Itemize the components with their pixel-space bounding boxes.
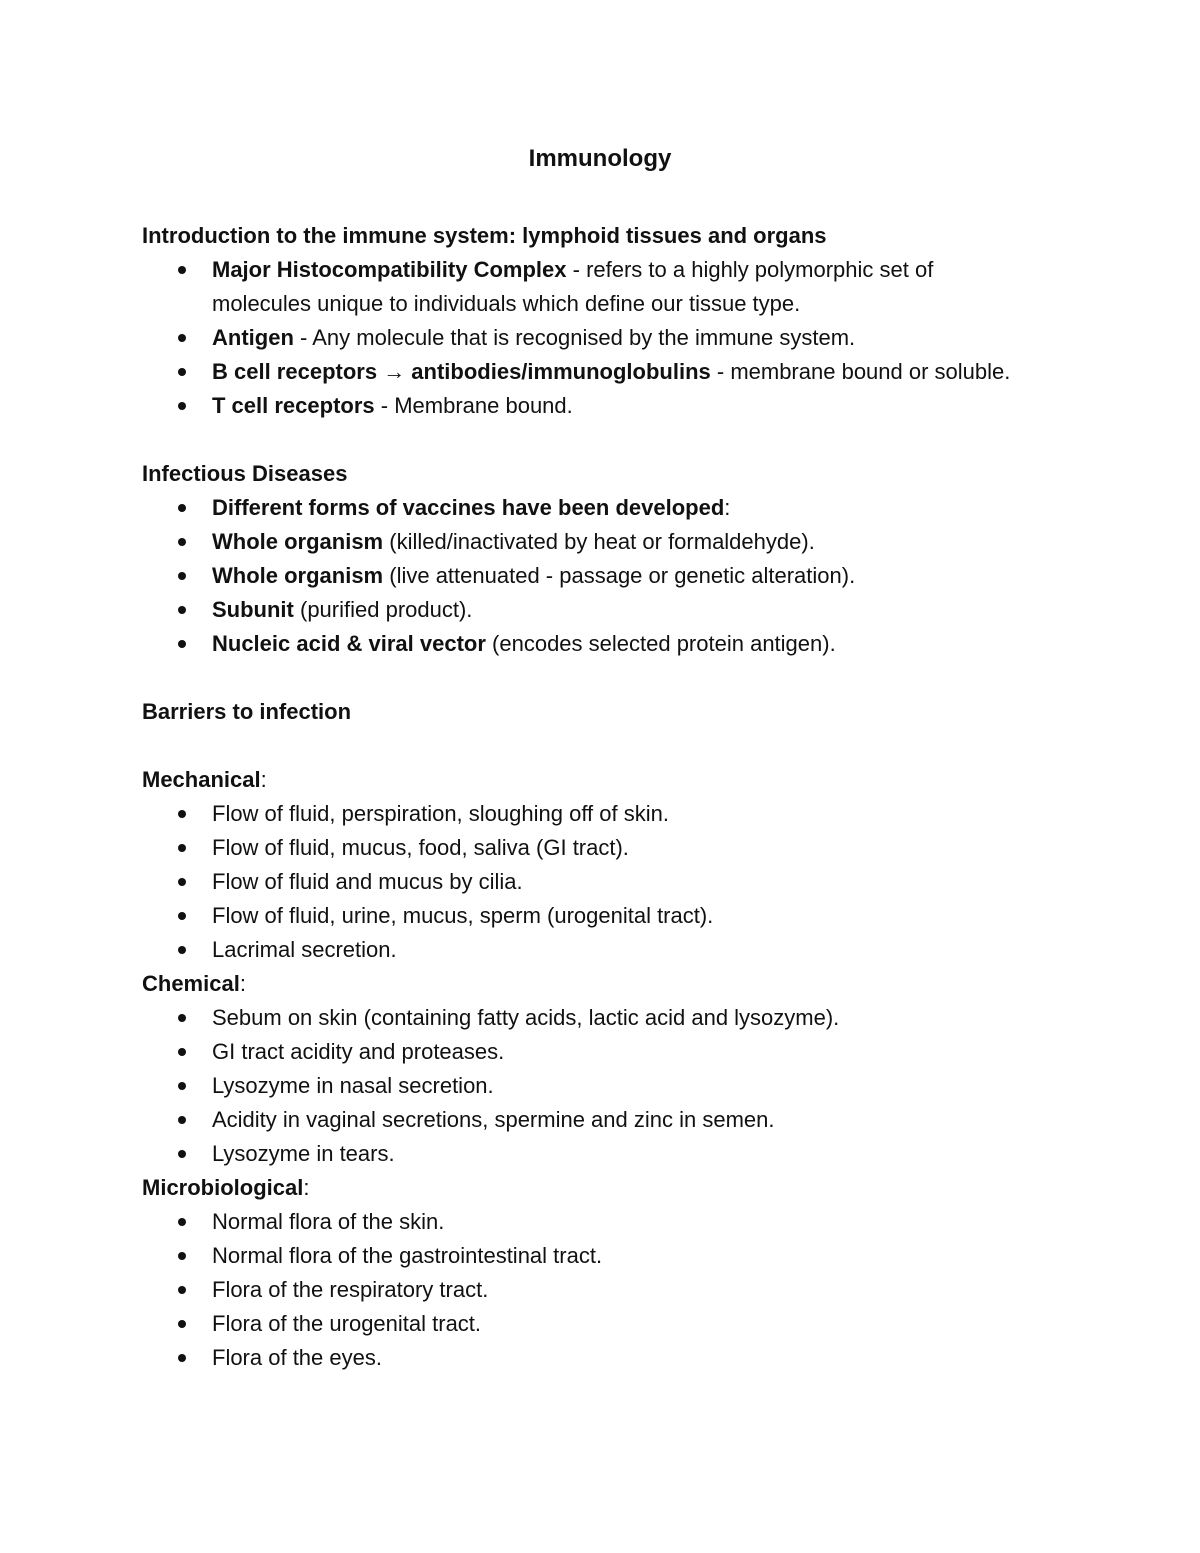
subheading-suffix: : [239,971,246,996]
subheading-suffix: : [260,767,267,792]
bullet-icon [178,606,186,614]
bullet-icon [178,504,186,512]
bullet-icon [178,878,186,886]
bullet-icon [178,810,186,818]
bullet-icon [178,912,186,920]
bullet-icon [178,538,186,546]
bullet-icon [178,334,186,342]
list-item [212,797,1022,831]
page-title: Immunology [528,145,672,172]
bullet-icon [178,946,186,954]
item-term: Whole organism [212,563,384,588]
item-text: refers to a highly polymorphic set of molecules unique to individuals which define our tissue type. [212,257,934,316]
list-item [212,1035,1022,1069]
item-text: Flow of fluid, perspiration, sloughing off of skin. [212,801,669,826]
subheading-label: Microbiological [142,1175,304,1200]
list-item [212,1205,1022,1239]
list-item [212,321,1022,355]
item-term: Antigen [212,325,294,350]
item-text: Flora of the eyes. [212,1345,382,1370]
item-text: Acidity in vaginal secretions, spermine and zinc in semen. [212,1107,775,1132]
intro-list [142,253,1022,423]
item-text: Flora of the respiratory tract. [212,1277,489,1302]
subheading-mechanical [142,763,1022,797]
list-item [212,1001,1022,1035]
list-item [212,933,1022,967]
item-text: Flow of fluid and mucus by cilia. [212,869,523,894]
subheading-label: Mechanical [142,767,261,792]
bullet-icon [178,1082,186,1090]
infectious-list [142,491,1022,661]
spacer [142,661,1022,695]
item-text: : [724,495,731,520]
item-term: B cell receptors → antibodies/immunoglobulins [212,359,711,384]
spacer [142,729,1022,763]
list-item [212,1069,1022,1103]
bullet-icon [178,1218,186,1226]
bullet-icon [178,266,186,274]
bullet-icon [178,1150,186,1158]
item-separator: - [293,325,313,350]
list-item [212,1137,1022,1171]
list-item [212,865,1022,899]
spacer [142,423,1022,457]
item-text: Lacrimal secretion. [212,937,397,962]
bullet-icon [178,1252,186,1260]
list-item [212,491,1022,525]
item-text: (killed/inactivated by heat or formaldehyde). [389,529,815,554]
list-item [212,525,1022,559]
item-text: Normal flora of the gastrointestinal tract. [212,1243,603,1268]
list-item [212,389,1022,423]
item-separator: - [566,257,587,282]
item-term: Major Histocompatibility Complex [212,257,567,282]
item-term: Different forms of vaccines have been developed [212,495,725,520]
list-item [212,1103,1022,1137]
item-term: Nucleic acid & viral vector [212,631,486,656]
list-item [212,1239,1022,1273]
item-text: Flow of fluid, mucus, food, saliva (GI tract). [212,835,629,860]
item-text: Lysozyme in nasal secretion. [212,1073,494,1098]
list-item [212,831,1022,865]
bullet-icon [178,1116,186,1124]
mechanical-list [142,797,1022,967]
chemical-list [142,1001,1022,1171]
list-item [212,559,1022,593]
bullet-icon [178,1048,186,1056]
item-text: Any molecule that is recognised by the immune system. [312,325,856,350]
item-text: GI tract acidity and proteases. [212,1039,505,1064]
item-term: Subunit [212,597,294,622]
item-text: Lysozyme in tears. [212,1141,395,1166]
bullet-icon [178,368,186,376]
section-heading-infectious: Infectious Diseases [142,461,348,486]
item-separator: - [374,393,395,418]
subheading-suffix: : [303,1175,310,1200]
list-item [212,899,1022,933]
item-text: (live attenuated - passage or genetic alteration). [389,563,856,588]
item-text: Normal flora of the skin. [212,1209,445,1234]
list-item [212,253,1022,321]
list-item [212,1307,1022,1341]
subheading-label: Chemical [142,971,240,996]
bullet-icon [178,1286,186,1294]
item-text: Membrane bound. [394,393,573,418]
item-text: membrane bound or soluble. [730,359,1011,384]
subheading-chemical [142,967,1022,1001]
bullet-icon [178,572,186,580]
item-text: (purified product). [300,597,473,622]
subheading-microbiological [142,1171,1022,1205]
list-item [212,627,1022,661]
bullet-icon [178,1320,186,1328]
item-text: Sebum on skin (containing fatty acids, lactic acid and lysozyme). [212,1005,840,1030]
list-item [212,1341,1022,1375]
list-item [212,593,1022,627]
item-text: Flow of fluid, urine, mucus, sperm (urogenital tract). [212,903,714,928]
item-term: T cell receptors [212,393,375,418]
item-term: Whole organism [212,529,384,554]
section-heading-intro: Introduction to the immune system: lymphoid tissues and organs [142,223,827,248]
bullet-icon [178,1354,186,1362]
bullet-icon [178,640,186,648]
list-item [212,1273,1022,1307]
bullet-icon [178,1014,186,1022]
bullet-icon [178,844,186,852]
bullet-icon [178,402,186,410]
item-separator: - [710,359,731,384]
item-text: Flora of the urogenital tract. [212,1311,482,1336]
section-heading-barriers: Barriers to infection [142,699,352,724]
list-item [212,355,1022,389]
microbiological-list [142,1205,1022,1375]
document-body [142,219,1022,1375]
item-text: (encodes selected protein antigen). [492,631,836,656]
